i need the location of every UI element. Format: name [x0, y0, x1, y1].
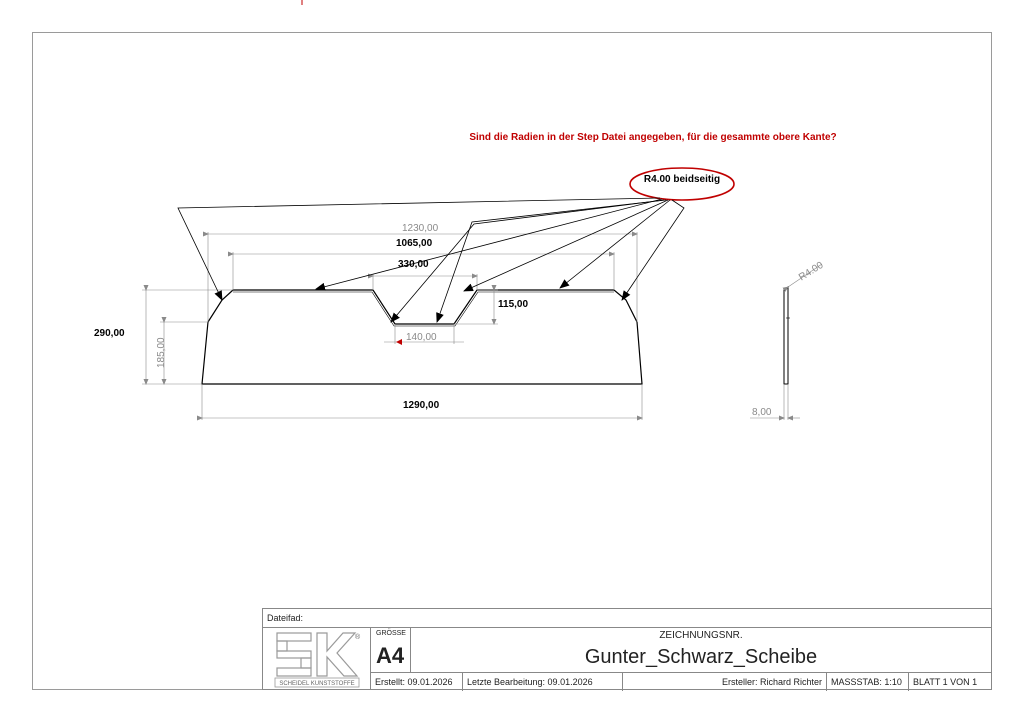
dimension-thickness: 8,00 [752, 407, 772, 418]
last-edit-date: Letzte Bearbeitung: 09.01.2026 [463, 673, 623, 691]
size-label: GRÖSSE [376, 630, 406, 637]
leader-lines [178, 198, 684, 322]
dimension-bottom-width: 1290,00 [403, 400, 440, 411]
dimension-notch-bottom: 140,00 [406, 332, 437, 343]
red-arrow-mark [396, 339, 402, 345]
part-top-edge-inner [233, 292, 614, 326]
drawing-number-cell [411, 627, 991, 672]
size-value: A4 [376, 643, 405, 668]
title-block-info-row [371, 672, 991, 691]
sheet-number: BLATT 1 VON 1 [913, 677, 978, 687]
size-cell [371, 627, 411, 672]
part-side-view [784, 287, 788, 384]
dimension-notch-depth: 115,00 [498, 299, 529, 310]
created-date: Erstellt: 09.01.2026 [371, 673, 463, 691]
drawing-number-label: ZEICHNUNGSNR. [659, 630, 743, 641]
sk-logo-icon [263, 627, 371, 690]
registered-mark: ® [355, 634, 361, 641]
dimension-side-height: 185,00 [156, 337, 167, 368]
dimension-top-inner: 1065,00 [396, 238, 433, 249]
author: Ersteller: Richard Richter [623, 673, 827, 691]
drawing-number: Gunter_Schwarz_Scheibe [584, 646, 818, 668]
dateifad-label: Dateifad: [267, 613, 304, 623]
company-logo [263, 627, 371, 690]
dimension-notch-top: 330,00 [398, 259, 429, 270]
scale: MASSSTAB: 1:10 [827, 673, 909, 691]
callout-text: R4.00 beidseitig [643, 174, 721, 185]
title-block-path-row [263, 609, 991, 628]
dimension-radius: R4.00 [797, 259, 826, 284]
dimension-top-overall: 1230,00 [402, 223, 439, 234]
question-annotation: Sind die Radien in der Step Datei angegeben, für die gesammte obere Kante? [469, 132, 837, 143]
logo-caption: SCHEIDEL KUNSTSTOFFE [279, 681, 355, 687]
extension-lines [142, 232, 642, 420]
dimension-total-height: 290,00 [94, 328, 125, 339]
title-block [262, 608, 992, 690]
